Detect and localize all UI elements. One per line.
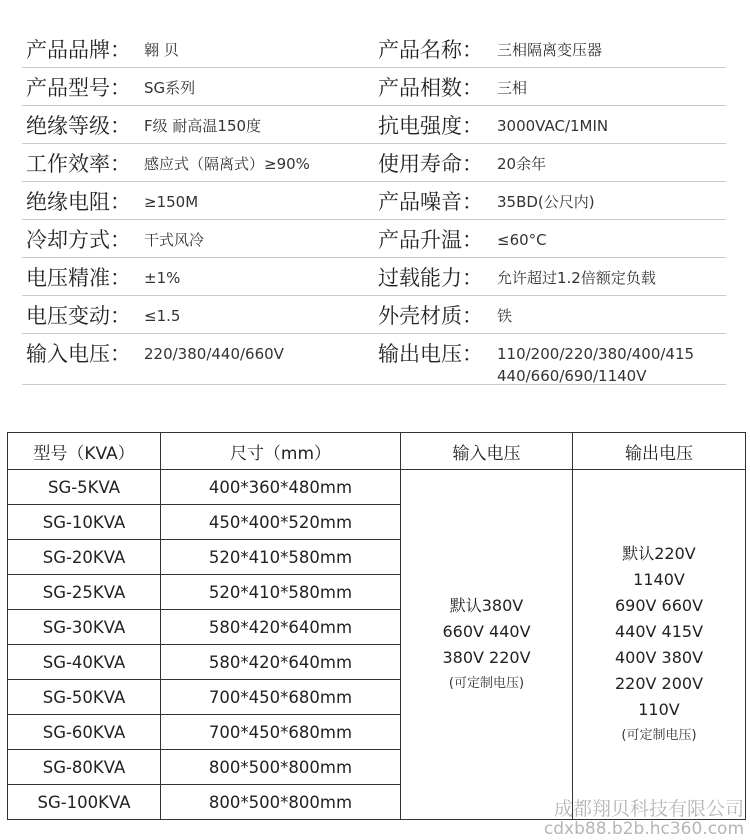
spec-label: 产品品牌： [26,38,131,62]
cell-output-voltage [573,470,746,820]
spec-label: 冷却方式： [26,228,131,252]
spec-label: 电压变动： [26,304,131,328]
cell-model: SG-10KVA [8,505,161,540]
spec-value: 35BD(公尺内) [497,193,595,211]
watermark [544,798,744,838]
cell-model: SG-60KVA [8,715,161,750]
input-voltage-note: (可定制电压) [448,675,525,691]
header-size: 尺寸（mm） [161,433,401,470]
spec-label: 产品名称： [378,38,483,62]
spec-row [22,334,726,385]
output-voltage-line: 110V [638,699,680,719]
spec-label: 抗电强度： [378,114,483,138]
spec-label: 输入电压： [26,342,131,366]
header-input-voltage: 输入电压 [401,433,573,470]
input-voltage-line: 默认380V [449,595,524,615]
spec-value: 三相隔离变压器 [497,41,603,59]
cell-size: 580*420*640mm [161,610,401,645]
spec-value: ±1% [144,269,181,287]
spec-label: 工作效率： [26,152,131,176]
output-voltage-line: 440V 415V [614,621,704,641]
cell-size: 800*500*800mm [161,785,401,820]
watermark-company: 成都翔贝科技有限公司 [553,798,744,820]
spec-value: ≤1.5 [144,307,181,325]
spec-label: 输出电压： [378,342,483,366]
spec-value: 干式风冷 [144,231,205,249]
output-voltage-line: 400V 380V [614,647,704,667]
watermark-url: cdxb88.b2b.hc360.com [543,819,744,839]
spec-row [22,220,726,258]
output-voltage-line: 1140V [633,569,685,589]
spec-row [22,68,726,106]
cell-model: SG-80KVA [8,750,161,785]
spec-value: 允许超过1.2倍额定负载 [497,269,656,287]
spec-value: 翱 贝 [144,41,179,59]
output-voltage-note: (可定制电压) [621,727,697,743]
cell-size: 800*500*800mm [161,750,401,785]
cell-size: 520*410*580mm [161,575,401,610]
spec-label: 绝缘电阻： [26,190,131,214]
spec-value: ≤60°C [497,231,547,249]
spec-row [22,296,726,334]
cell-model: SG-25KVA [8,575,161,610]
spec-value: 三相 [497,79,528,97]
spec-label: 产品噪音： [378,190,483,214]
cell-model: SG-100KVA [8,785,161,820]
cell-model: SG-40KVA [8,645,161,680]
cell-size: 450*400*520mm [161,505,401,540]
cell-model: SG-5KVA [8,470,161,505]
input-voltage-line: 660V 440V [442,621,531,641]
spec-row [22,30,726,68]
spec-label: 电压精准： [26,266,131,290]
spec-row [22,144,726,182]
cell-input-voltage [401,470,573,820]
spec-value: 铁 [497,307,513,325]
spec-row [22,182,726,220]
spec-label: 绝缘等级： [26,114,131,138]
cell-model: SG-30KVA [8,610,161,645]
cell-size: 580*420*640mm [161,645,401,680]
output-voltage-line: 220V 200V [614,673,704,693]
spec-value: ≥150M [144,193,199,211]
spec-row [22,106,726,144]
spec-label: 产品升温： [378,228,483,252]
spec-value: 感应式（隔离式）≥90% [144,155,310,173]
spec-label: 产品型号： [26,76,131,100]
spec-value: 220/380/440/660V [144,345,284,363]
output-voltage-line: 默认220V [622,543,696,563]
cell-model: SG-20KVA [8,540,161,575]
cell-size: 700*450*680mm [161,680,401,715]
spec-value: F级 耐高温150度 [144,117,262,135]
spec-label: 产品相数： [378,76,483,100]
cell-model: SG-50KVA [8,680,161,715]
table-row [8,470,746,505]
cell-size: 520*410*580mm [161,540,401,575]
input-voltage-line: 380V 220V [442,647,531,667]
spec-value: 20余年 [497,155,547,173]
cell-size: 700*450*680mm [161,715,401,750]
spec-value: 3000VAC/1MIN [497,117,609,135]
spec-label: 使用寿命： [378,152,483,176]
spec-list [22,30,726,385]
header-output-voltage: 输出电压 [573,433,746,470]
spec-value: SG系列 [144,79,196,97]
header-model: 型号（KVA） [8,433,161,470]
spec-label: 外壳材质： [378,304,483,328]
table-header-row [8,433,746,470]
cell-size: 400*360*480mm [161,470,401,505]
spec-label: 过载能力： [378,266,483,290]
spec-row [22,258,726,296]
output-voltage-line: 690V 660V [614,595,704,615]
spec-value: 110/200/220/380/400/415 440/660/690/1140V [497,345,695,385]
model-table [7,432,746,820]
